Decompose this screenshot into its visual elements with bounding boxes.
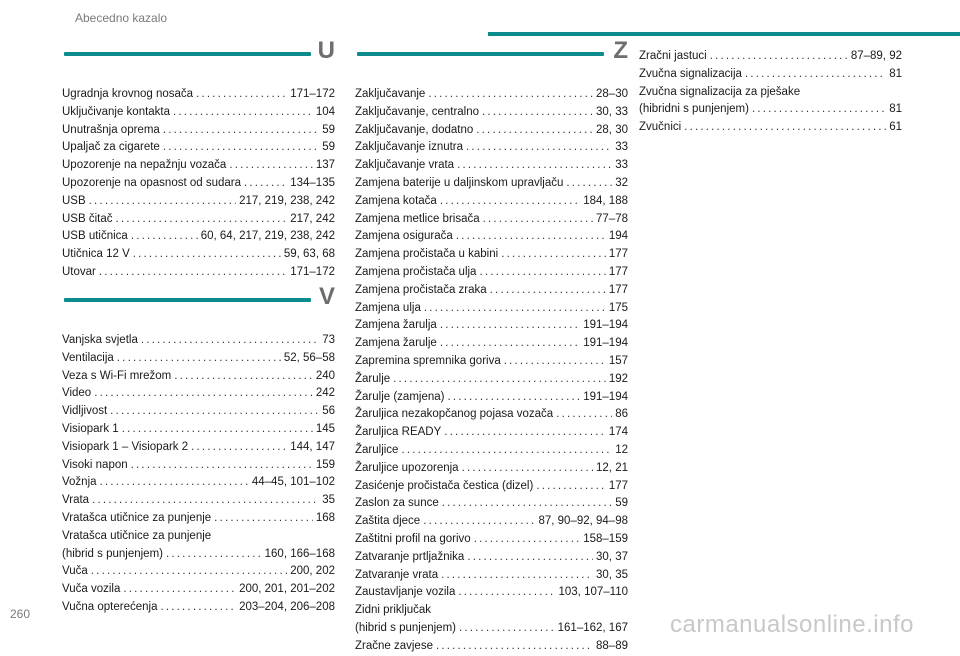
index-term: Žaruljice — [355, 443, 399, 456]
index-term: Ventilacija — [62, 351, 114, 364]
index-section-z — [355, 37, 628, 656]
index-page-ref: 177 — [608, 283, 628, 296]
index-entry — [62, 211, 335, 229]
dot-leader — [482, 104, 593, 122]
index-page-ref: 52, 56–58 — [283, 351, 335, 364]
index-entry — [355, 228, 628, 246]
index-term: Zatvaranje vrata — [355, 568, 439, 581]
dot-leader — [100, 474, 249, 492]
dot-leader — [424, 300, 606, 318]
index-term: Zamjena kotača — [355, 194, 437, 207]
index-page-ref: 177 — [608, 265, 628, 278]
dot-leader — [504, 353, 606, 371]
index-entry — [355, 424, 628, 442]
index-section-z-continued — [639, 48, 902, 137]
index-page-ref: 158–159 — [583, 532, 628, 545]
index-entry — [62, 228, 335, 246]
index-page-ref: 217, 242 — [290, 212, 335, 225]
index-entry — [355, 335, 628, 353]
dot-leader — [684, 119, 886, 137]
index-term: Vožnja — [62, 476, 97, 489]
index-page-ref: 30, 37 — [596, 550, 628, 563]
index-term: Zaključavanje — [355, 88, 426, 100]
index-term: Upozorenje na nepažnju vozača — [62, 159, 227, 172]
index-term: Upozorenje na opasnost od sudara — [62, 176, 242, 189]
dot-leader — [133, 246, 281, 264]
index-term: Zasićenje pročistača čestica (dizel) — [355, 479, 534, 492]
dot-leader — [442, 495, 612, 513]
index-page-ref: 60, 64, 217, 219, 238, 242 — [200, 230, 335, 243]
index-term: Zamjena žarulja — [355, 319, 437, 332]
index-term: Veza s Wi-Fi mrežom — [62, 369, 172, 382]
dot-leader — [536, 478, 605, 496]
index-page-ref: 59 — [322, 123, 335, 136]
index-entry — [62, 599, 335, 617]
section-divider — [64, 52, 311, 56]
index-section-v — [62, 283, 335, 617]
dot-leader — [456, 228, 606, 246]
dot-leader — [116, 211, 288, 229]
index-page-ref: 12 — [615, 443, 628, 456]
index-page-ref: 171–172 — [290, 88, 335, 100]
index-entry — [355, 104, 628, 122]
dot-leader — [117, 350, 281, 368]
index-page-ref: 44–45, 101–102 — [251, 476, 335, 489]
index-page-ref: 32 — [615, 176, 628, 189]
index-page-ref: 59 — [615, 497, 628, 510]
index-term: Vrata — [62, 494, 90, 507]
index-entry — [355, 139, 628, 157]
index-term: Zamjena metlice brisača — [355, 212, 480, 225]
index-entry — [62, 246, 335, 264]
index-page-ref: 200, 202 — [290, 565, 335, 578]
index-term: Vuča — [62, 565, 88, 578]
dot-leader — [160, 599, 236, 617]
index-page-ref: 56 — [322, 405, 335, 418]
index-entry — [355, 86, 628, 104]
index-term: Zaključavanje vrata — [355, 159, 455, 172]
index-term: USB čitač — [62, 212, 113, 225]
index-page-ref: 103, 107–110 — [558, 586, 628, 599]
dot-leader — [174, 368, 313, 386]
index-entry — [355, 460, 628, 478]
index-entry — [62, 581, 335, 599]
index-entry — [62, 403, 335, 421]
dot-leader — [428, 86, 593, 104]
index-term: Zračne zavjese — [355, 639, 433, 652]
index-term: (hibrid s punjenjem) — [355, 621, 456, 634]
index-term: (hibridni s punjenjem) — [639, 103, 749, 116]
index-term: Upaljač za cigarete — [62, 141, 160, 154]
index-page-ref: 177 — [608, 479, 628, 492]
dot-leader — [99, 264, 287, 282]
dot-leader — [191, 439, 287, 457]
dot-leader — [92, 492, 319, 510]
dot-leader — [467, 549, 593, 567]
section-header — [62, 283, 335, 326]
index-entry — [62, 122, 335, 140]
index-term: Utičnica 12 V — [62, 248, 130, 261]
index-term: Zatvaranje prtljažnika — [355, 550, 465, 563]
index-entry — [62, 439, 335, 457]
dot-leader — [490, 282, 606, 300]
index-entry — [62, 546, 335, 564]
index-page-ref: 81 — [889, 103, 902, 116]
index-page-ref: 134–135 — [290, 176, 335, 189]
index-page-ref: 59 — [322, 141, 335, 154]
dot-leader — [441, 567, 593, 585]
index-entry-term-line: Zidni priključak — [355, 604, 432, 617]
index-entry — [62, 421, 335, 439]
dot-leader — [89, 193, 236, 211]
index-page-ref: 177 — [608, 248, 628, 261]
index-page-ref: 33 — [615, 159, 628, 172]
index-entry — [355, 567, 628, 585]
index-entry — [355, 549, 628, 567]
page-number: 260 — [10, 607, 31, 621]
index-page-ref: 33 — [615, 141, 628, 154]
section-letter: U — [317, 37, 335, 64]
index-term: Vidljivost — [62, 405, 108, 418]
section-divider — [357, 52, 604, 56]
dot-leader — [436, 638, 593, 656]
index-entry-term-line: Zvučna signalizacija za pješake — [639, 85, 801, 98]
dot-leader — [141, 332, 319, 350]
index-entry — [639, 119, 902, 137]
index-page-ref: 77–78 — [596, 212, 628, 225]
dot-leader — [466, 139, 612, 157]
dot-leader — [440, 193, 580, 211]
index-page-ref: 61 — [889, 121, 902, 134]
dot-leader — [444, 424, 606, 442]
index-term: Vratašca utičnice za punjenje — [62, 511, 212, 524]
index-entry — [62, 563, 335, 581]
index-term: Vanjska svjetla — [62, 334, 138, 346]
index-entry — [639, 101, 902, 119]
dot-leader — [229, 157, 313, 175]
index-term: Ugradnja krovnog nosača — [62, 88, 194, 100]
index-entry — [355, 211, 628, 229]
index-entry — [62, 368, 335, 386]
dot-leader — [476, 122, 593, 140]
index-entry — [355, 246, 628, 264]
section-divider — [64, 298, 311, 302]
index-term: Zamjena žarulje — [355, 337, 437, 350]
index-entry — [355, 317, 628, 335]
index-entry — [355, 638, 628, 656]
index-entry — [355, 389, 628, 407]
index-page-ref: 168 — [315, 511, 335, 524]
index-page-ref: 242 — [315, 387, 335, 400]
index-page-ref: 203–204, 206–208 — [239, 600, 335, 613]
index-page-ref: 191–194 — [583, 337, 628, 350]
index-page-ref: 160, 166–168 — [264, 547, 335, 560]
index-page-ref: 28, 30 — [596, 123, 628, 136]
index-section-u — [62, 37, 335, 282]
index-term: Zvučnici — [639, 121, 682, 134]
index-term: Žaruljica nezakopčanog pojasa vozača — [355, 408, 554, 421]
index-term: Zamjena pročistača ulja — [355, 265, 477, 278]
index-entry — [62, 350, 335, 368]
dot-leader — [752, 101, 886, 119]
index-page-ref: 191–194 — [583, 390, 628, 403]
dot-leader — [94, 385, 313, 403]
index-entry — [62, 139, 335, 157]
dot-leader — [91, 563, 287, 581]
index-entry — [355, 495, 628, 513]
index-entry — [639, 48, 902, 66]
index-entry — [355, 406, 628, 424]
index-term: Žarulje — [355, 372, 391, 385]
dot-leader — [474, 531, 581, 549]
index-term: Zvučna signalizacija — [639, 67, 742, 80]
index-entry — [355, 282, 628, 300]
index-entry — [355, 371, 628, 389]
dot-leader — [710, 48, 848, 66]
index-entry — [62, 457, 335, 475]
index-term: Zaključavanje, centralno — [355, 105, 480, 118]
dot-leader — [123, 581, 236, 599]
index-page-ref: 175 — [608, 301, 628, 314]
dot-leader — [163, 139, 319, 157]
index-entry — [639, 66, 902, 84]
index-term: Video — [62, 387, 92, 400]
index-term: Zamjena pročistača zraka — [355, 283, 487, 296]
dot-leader — [110, 403, 319, 421]
index-term: Žaruljica READY — [355, 426, 442, 439]
index-page-ref: 174 — [608, 426, 628, 439]
index-page-ref: 86 — [615, 408, 628, 421]
index-term: Utovar — [62, 265, 96, 278]
index-term: Zamjena pročistača u kabini — [355, 248, 499, 261]
index-page-ref: 240 — [315, 369, 335, 382]
index-term: Zaustavljanje vozila — [355, 586, 456, 599]
index-entry — [62, 86, 335, 104]
dot-leader — [244, 175, 287, 193]
watermark: carmanualsonline.info — [670, 611, 914, 638]
dot-leader — [479, 264, 605, 282]
dot-leader — [122, 421, 313, 439]
index-page-ref: 157 — [608, 354, 628, 367]
index-entry — [62, 385, 335, 403]
index-entry — [355, 513, 628, 531]
index-term: Visiopark 1 – Visiopark 2 — [62, 440, 189, 453]
section-letter: V — [318, 283, 335, 310]
index-page-ref: 12, 21 — [596, 461, 628, 474]
section-header — [355, 37, 628, 80]
index-entry — [62, 474, 335, 492]
index-term: Zaključavanje iznutra — [355, 141, 464, 154]
section-header — [62, 37, 335, 80]
dot-leader — [196, 86, 287, 104]
index-page-ref: 30, 35 — [596, 568, 628, 581]
index-entry — [62, 104, 335, 122]
index-entry — [62, 193, 335, 211]
index-entry — [355, 531, 628, 549]
dot-leader — [457, 157, 612, 175]
index-entry — [62, 175, 335, 193]
index-page-ref: 73 — [322, 334, 335, 346]
index-page-ref: 200, 201, 201–202 — [239, 583, 335, 596]
index-entry — [355, 193, 628, 211]
index-term: Zamjena baterije u daljinskom upravljaču — [355, 176, 564, 189]
index-term: Zaštitni profil na gorivo — [355, 532, 471, 545]
index-term: USB utičnica — [62, 230, 128, 243]
dot-leader — [393, 371, 606, 389]
dot-leader — [440, 317, 580, 335]
index-term: Zamjena osigurača — [355, 230, 453, 243]
index-term: Žarulje (zamjena) — [355, 390, 445, 403]
index-page-ref: 171–172 — [290, 265, 335, 278]
index-page-ref: 35 — [322, 494, 335, 507]
index-page-ref: 30, 33 — [596, 105, 628, 118]
dot-leader — [163, 122, 319, 140]
index-page-ref: 161–162, 167 — [557, 621, 628, 634]
index-entry — [355, 300, 628, 318]
index-page-ref: 87, 90–92, 94–98 — [538, 515, 628, 528]
dot-leader — [483, 211, 593, 229]
index-entry — [355, 157, 628, 175]
dot-leader — [131, 228, 198, 246]
index-term: (hibrid s punjenjem) — [62, 547, 163, 560]
index-page-ref: 145 — [315, 422, 335, 435]
dot-leader — [440, 335, 580, 353]
index-term: Zamjena ulja — [355, 301, 421, 314]
index-term: Vuča vozila — [62, 583, 121, 596]
index-term: USB — [62, 194, 86, 207]
dot-leader — [401, 442, 612, 460]
dot-leader — [501, 246, 606, 264]
section-letter: Z — [613, 37, 628, 64]
index-entry — [355, 264, 628, 282]
index-term: Zapremina spremnika goriva — [355, 354, 501, 367]
dot-leader — [745, 66, 886, 84]
index-page-ref: 81 — [889, 67, 902, 80]
index-entry — [62, 157, 335, 175]
index-term: Zaključavanje, dodatno — [355, 123, 474, 136]
index-entry-term-line: Vratašca utičnice za punjenje — [62, 529, 212, 542]
index-page-ref: 192 — [608, 372, 628, 385]
index-term: Zaštita djece — [355, 515, 421, 528]
header-title: Abecedno kazalo — [75, 11, 168, 25]
index-page-ref: 137 — [315, 159, 335, 172]
dot-leader — [447, 389, 580, 407]
index-page-ref: 104 — [315, 105, 335, 118]
dot-leader — [459, 620, 555, 638]
index-entry — [62, 510, 335, 528]
dot-leader — [214, 510, 313, 528]
dot-leader — [458, 584, 555, 602]
index-entry — [355, 442, 628, 460]
dot-leader — [556, 406, 612, 424]
index-page-ref: 159 — [315, 458, 335, 471]
index-page-ref: 184, 188 — [583, 194, 628, 207]
index-entry — [62, 492, 335, 510]
index-term: Zaslon za sunce — [355, 497, 439, 510]
dot-leader — [462, 460, 593, 478]
index-term: Uključivanje kontakta — [62, 105, 171, 118]
dot-leader — [566, 175, 612, 193]
index-entry — [355, 478, 628, 496]
index-term: Žaruljice upozorenja — [355, 461, 459, 474]
index-term: Visoki napon — [62, 458, 128, 471]
dot-leader — [173, 104, 313, 122]
index-entry — [355, 620, 628, 638]
index-page-ref: 28–30 — [596, 88, 628, 100]
index-term: Unutrašnja oprema — [62, 123, 160, 136]
index-term: Zračni jastuci — [639, 50, 707, 62]
index-page-ref: 194 — [608, 230, 628, 243]
index-page-ref: 217, 219, 238, 242 — [239, 194, 335, 207]
dot-leader — [131, 457, 313, 475]
index-page-ref: 144, 147 — [290, 440, 335, 453]
index-entry — [355, 122, 628, 140]
header-accent-bar — [488, 32, 960, 36]
index-term: Vučna opterećenja — [62, 600, 158, 613]
index-entry — [355, 584, 628, 602]
dot-leader — [423, 513, 535, 531]
index-page-ref: 87–89, 92 — [850, 50, 902, 62]
dot-leader — [166, 546, 262, 564]
index-page-ref: 59, 63, 68 — [283, 248, 335, 261]
index-entry — [355, 353, 628, 371]
index-entry — [355, 175, 628, 193]
index-entry — [62, 332, 335, 350]
index-page-ref: 191–194 — [583, 319, 628, 332]
index-term: Visiopark 1 — [62, 422, 119, 435]
index-entry — [62, 264, 335, 282]
index-page-ref: 88–89 — [596, 639, 628, 652]
